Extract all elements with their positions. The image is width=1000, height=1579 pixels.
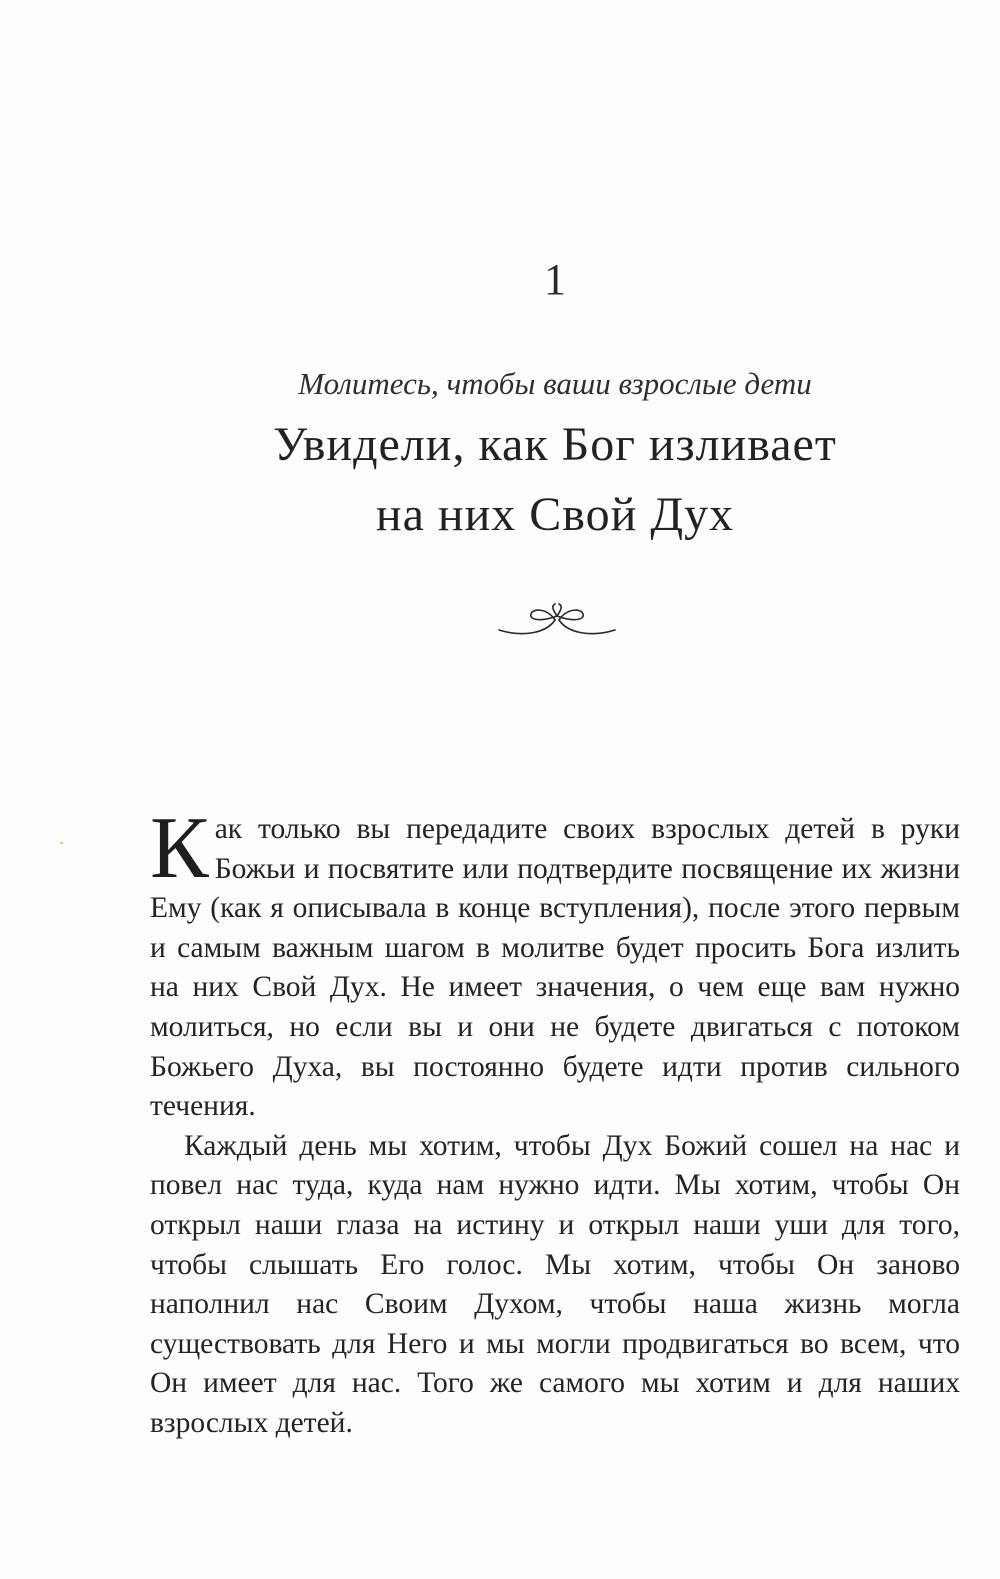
paragraph-2: Каждый день мы хотим, чтобы Дух Божий сошел на нас и повел нас туда, куда нам нужно идти. Мы хотим, чтобы Он открыл наши глаза на истину и открыл наши уши для того, чтобы слышать Его голос. Мы хотим, чтобы Он заново наполнил нас Своим Духом, чтобы наша жизнь могла существовать для Него и мы могли продвигаться во всем, что Он имеет для нас. Того же самого мы хотим и для наших взрослых детей.: [150, 1129, 960, 1439]
chapter-title-line-2: на них Свой Дух: [375, 488, 735, 541]
body-text: [150, 800, 960, 1444]
paper-speck: [60, 842, 63, 844]
chapter-title-line-1: Увидели, как Бог изливает: [273, 418, 837, 471]
chapter-subtitle: Молитесь, чтобы ваши взрослые дети: [298, 366, 812, 401]
chapter-number: 1: [544, 255, 566, 304]
drop-cap: К: [150, 800, 209, 897]
chapter-title: [0, 410, 1000, 550]
paragraph-1: [150, 800, 960, 1127]
paragraph-1-text: ак только вы передадите своих взрослых детей в руки Божьи и посвятите или подтвердите посвящение их жизни Ему (как я описывала в конце вступления), после этого первым и самым важным шагом в молитве будет просить Бога излить на них Свой Дух. Не имеет значения, о чем еще вам нужно молиться, но если вы и они не будете двигаться с потоком Божьего Духа, вы постоянно будете идти против сильного течения.: [150, 813, 960, 1123]
flourish-divider-icon: [495, 596, 619, 640]
